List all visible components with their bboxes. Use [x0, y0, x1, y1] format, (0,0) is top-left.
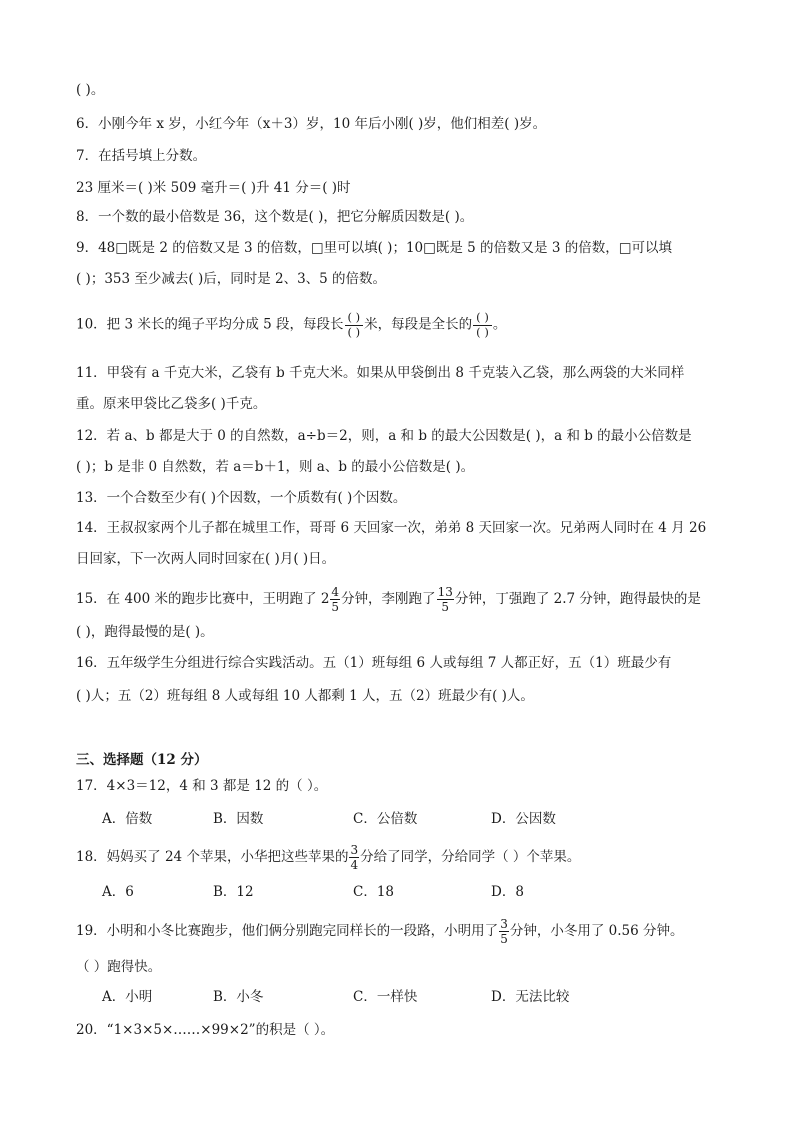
- fraction-numerator: 4: [331, 585, 340, 599]
- fraction-blank-portion: [473, 312, 492, 338]
- option-a[interactable]: A．6: [102, 884, 134, 900]
- option-b[interactable]: B．小冬: [213, 989, 264, 1005]
- question-9-line1: 9．48□既是 2 的倍数又是 3 的倍数，□里可以填( )；10□既是 5 的倍数又是 3 的倍数，□可以填: [76, 240, 672, 256]
- question-16-line2: ( )人；五（2）班每组 8 人或每组 10 人都剩 1 人，五（2）班最少有( )人。: [76, 688, 534, 704]
- question-19-line1: [76, 918, 683, 945]
- option-b[interactable]: B．12: [213, 884, 254, 900]
- option-c[interactable]: C．18: [353, 884, 395, 900]
- question-13: 13．一个合数至少有( )个因数，一个质数有( )个因数。: [76, 490, 407, 506]
- question-14-line1: 14．王叔叔家两个儿子都在城里工作，哥哥 6 天回家一次，弟弟 8 天回家一次。兄弟两人同时在 4 月 26: [76, 520, 707, 536]
- fraction-denominator: 5: [331, 600, 340, 614]
- question-18-text-b: 分给了同学，分给同学（ ）个苹果。: [360, 849, 581, 865]
- question-20: 20．“1×3×5×……×99×2”的积是（ ）。: [76, 1022, 335, 1038]
- fraction-numerator: ( ): [473, 312, 492, 326]
- fraction-denominator: 5: [441, 600, 450, 614]
- question-12-line2: ( )；b 是非 0 自然数，若 a＝b＋1，则 a、b 的最小公倍数是( )。: [76, 459, 475, 475]
- fraction-apples: [349, 844, 359, 871]
- option-a[interactable]: A．倍数: [102, 811, 153, 827]
- question-17: 17．4×3＝12，4 和 3 都是 12 的（ ）。: [76, 778, 328, 794]
- question-10-text-c: 。: [492, 316, 507, 333]
- fraction-denominator: 5: [500, 932, 508, 946]
- option-d[interactable]: D．公因数: [491, 811, 556, 827]
- question-6: 6．小刚今年 x 岁，小红今年（x＋3）岁，10 年后小刚( )岁，他们相差( )岁。: [76, 116, 547, 132]
- fraction-numerator: ( ): [345, 312, 364, 326]
- question-15-text-c: 分钟，丁强跑了 2.7 分钟，跑得最快的是: [454, 591, 701, 607]
- option-b[interactable]: B．因数: [213, 811, 264, 827]
- option-c[interactable]: C．公倍数: [353, 811, 418, 827]
- option-c[interactable]: C．一样快: [353, 989, 418, 1005]
- question-14-line2: 日回家，下一次两人同时回家在( )月( )日。: [76, 551, 336, 567]
- question-18-text-a: 18．妈妈买了 24 个苹果，小华把这些苹果的: [76, 849, 349, 865]
- question-7: 7．在括号填上分数。: [76, 148, 207, 164]
- question-9-line2: ( )；353 至少减去( )后，同时是 2、3、5 的倍数。: [76, 271, 387, 287]
- question-12-line1: 12．若 a、b 都是大于 0 的自然数，a÷b＝2，则，a 和 b 的最大公因数是( )，a 和 b 的最小公倍数是: [76, 428, 692, 444]
- option-a[interactable]: A．小明: [102, 989, 153, 1005]
- question-10-text-b: 米，每段是全长的: [364, 316, 473, 333]
- question-19-line2: （ ）跑得快。: [76, 959, 162, 975]
- fraction-numerator: 3: [350, 843, 359, 857]
- question-11-line1: 11．甲袋有 a 千克大米，乙袋有 b 千克大米。如果从甲袋倒出 8 千克装入乙袋，那么两袋的大米同样: [76, 365, 685, 381]
- fraction-wang-ming: [330, 586, 340, 613]
- question-15-text-a: 15．在 400 米的跑步比赛中，王明跑了 2: [76, 591, 330, 607]
- question-10-text-a: 10．把 3 米长的绳子平均分成 5 段，每段长: [76, 316, 344, 333]
- question-8: 8．一个数的最小倍数是 36，这个数是( )，把它分解质因数是( )。: [76, 209, 474, 225]
- question-15-line2: ( )，跑得最慢的是( )。: [76, 624, 214, 640]
- question-19-text-b: 分钟，小冬用了 0.56 分钟。: [509, 923, 684, 939]
- fraction-denominator: ( ): [347, 324, 361, 339]
- fraction-li-gang: [437, 586, 454, 613]
- question-11-line2: 重。原来甲袋比乙袋多( )千克。: [76, 396, 267, 412]
- question-15-line1: [76, 586, 701, 613]
- fraction-denominator: ( ): [476, 324, 489, 339]
- fraction-xiaoming-time: [499, 918, 509, 945]
- fraction-denominator: 4: [350, 858, 359, 872]
- question-19-text-a: 19．小明和小冬比赛跑步，他们俩分别跑完同样长的一段路，小明用了: [76, 923, 499, 939]
- option-d[interactable]: D．无法比较: [491, 989, 570, 1005]
- fraction-numerator: 13: [437, 585, 453, 599]
- question-16-line1: 16．五年级学生分组进行综合实践活动。五（1）班每组 6 人或每组 7 人都正好，五（1）班最少有: [76, 655, 672, 671]
- question-18: [76, 844, 580, 871]
- fraction-blank-length: [345, 312, 364, 338]
- question-5-continuation: ( )。: [76, 82, 105, 98]
- option-d[interactable]: D．8: [491, 884, 524, 900]
- question-10: [76, 312, 506, 338]
- question-15-text-b: 分钟，李刚跑了: [341, 591, 436, 607]
- fraction-numerator: 3: [500, 917, 508, 931]
- section-heading: 三、选择题（12 分）: [76, 752, 208, 768]
- question-7-blanks: 23 厘米＝( )米 509 毫升＝( )升 41 分＝( )时: [76, 180, 351, 196]
